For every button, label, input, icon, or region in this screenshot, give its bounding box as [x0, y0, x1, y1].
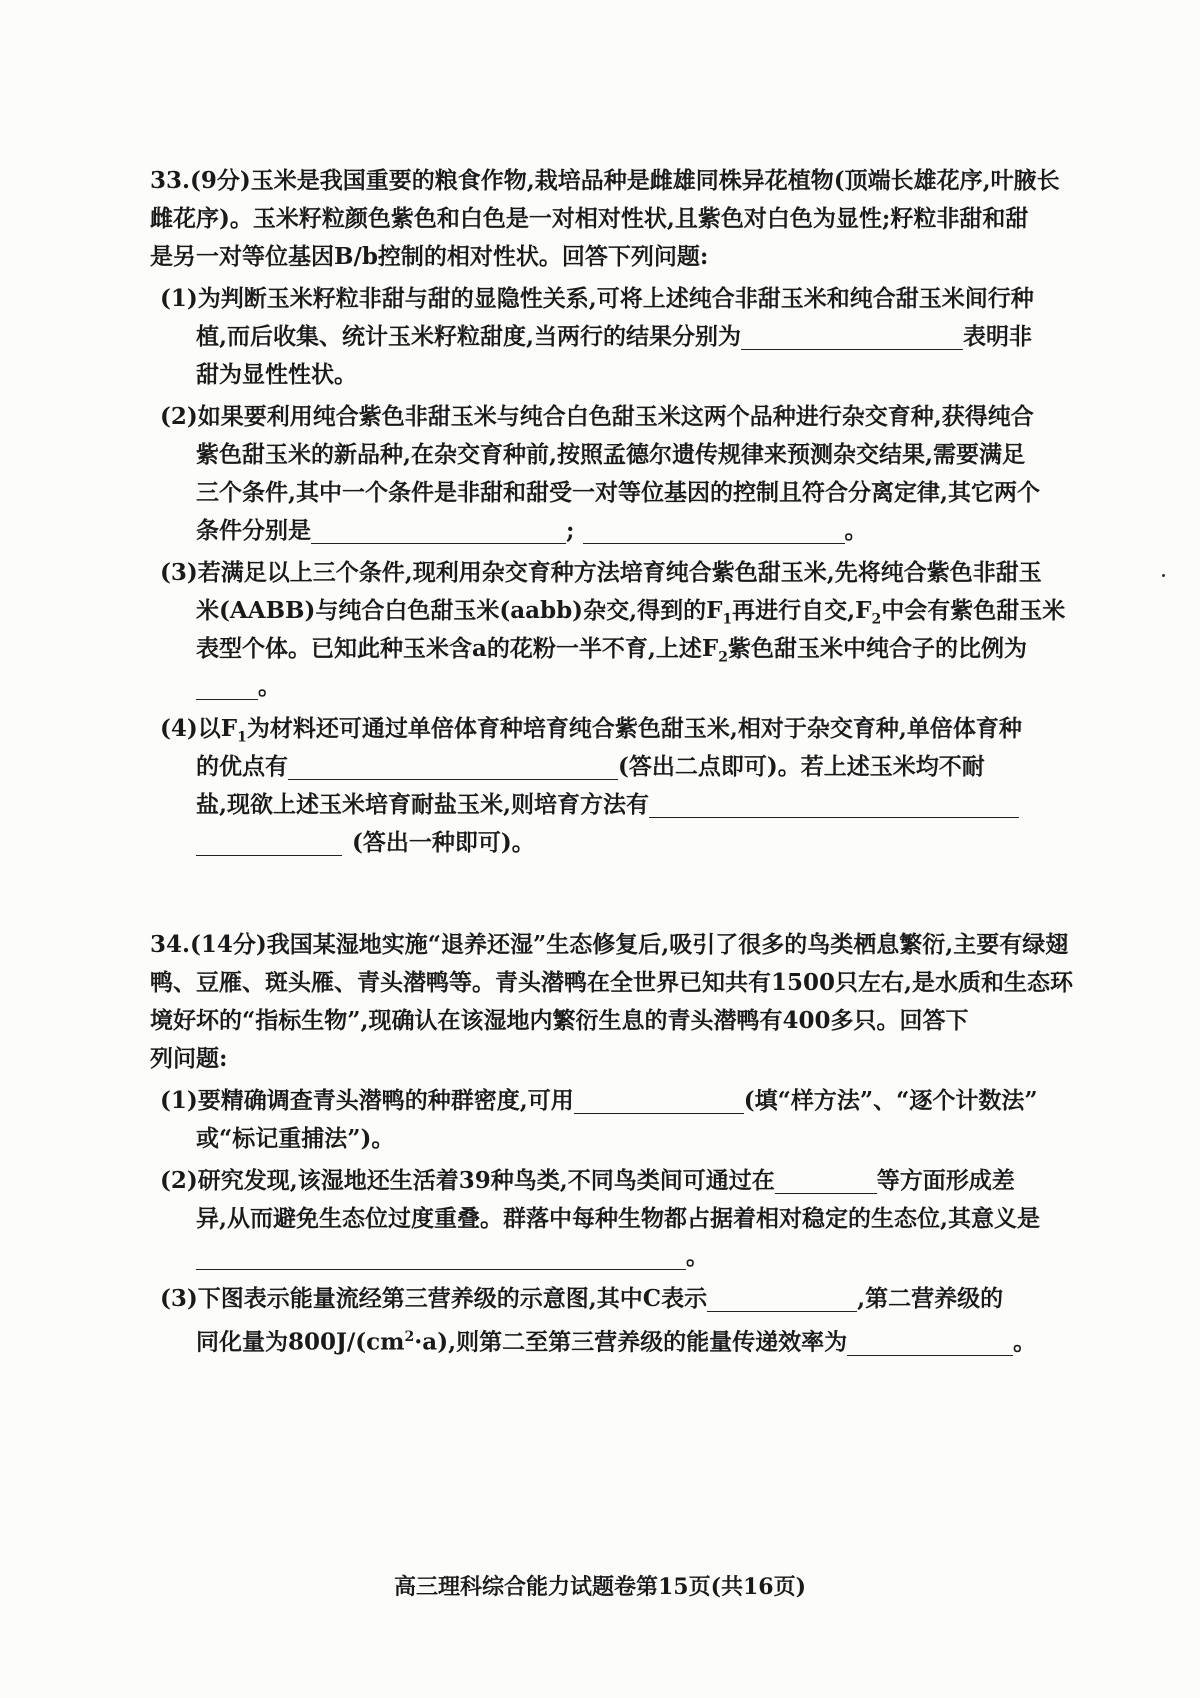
period: 。	[258, 673, 281, 700]
q33-part3-text-mid: 再进行自交,F	[732, 597, 872, 624]
semicolon: ;	[566, 517, 575, 544]
q33-part2-line-1: (2)如果要利用纯合紫色非甜玉米与纯合白色甜玉米这两个品种进行杂交育种,获得纯合	[160, 403, 1034, 430]
page-footer: 高三理科综合能力试题卷第15页(共16页)	[393, 1574, 807, 1600]
q33-part2-line-2: 紫色甜玉米的新品种,在杂交育种前,按照孟德尔遗传规律来预测杂交结果,需要满足	[196, 441, 1026, 468]
q34-line-4: 列问题:	[150, 1045, 228, 1072]
q33-part1-line-3: 甜为显性性状。	[196, 361, 357, 388]
scan-speck	[1162, 574, 1165, 577]
q34-line-2: 鸭、豆雁、斑头雁、青头潜鸭等。青头潜鸭在全世界已知共有1500只左右,是水质和生态环	[150, 969, 1074, 996]
subscript: 2	[871, 611, 882, 628]
subscript: 2	[718, 649, 728, 666]
q34-line-3: 境好坏的“指标生物”,现确认在该湿地内繁衍生息的青头潜鸭有400多只。回答下	[150, 1007, 969, 1034]
q34-part3-text-post: ,第二营养级的	[857, 1285, 1004, 1312]
subscript: 1	[237, 729, 247, 746]
q34-part1-text: (1)要精确调查青头潜鸭的种群密度,可用	[160, 1087, 574, 1114]
q34-part2-line-2: 异,从而避免生态位过度重叠。群落中每种生物都占据着相对稳定的生态位,其意义是	[196, 1205, 1041, 1232]
answer-blank[interactable]	[196, 829, 342, 856]
q33-part4-text: 的优点有	[196, 753, 288, 780]
q33-part1-text-post: 表明非	[963, 323, 1033, 350]
period: 。	[844, 517, 868, 544]
q34-line-1: 34.(14分)我国某湿地实施“退养还湿”生态修复后,吸引了很多的鸟类栖息繁衍,主要有绿翅	[150, 931, 1069, 958]
q34-part2-text: (2)研究发现,该湿地还生活着39种鸟类,不同鸟类间可通过在	[160, 1167, 775, 1194]
q33-part3-text-post: 中会有紫色甜玉米	[881, 597, 1066, 624]
answer-blank[interactable]	[574, 1087, 744, 1114]
q33-part1-text: 植,而后收集、统计玉米籽粒甜度,当两行的结果分别为	[196, 323, 742, 350]
q34-part1-text-post: (填“样方法”、“逐个计数法”	[743, 1087, 1038, 1114]
answer-blank[interactable]	[649, 791, 1019, 818]
q33-part1-line-1: (1)为判断玉米籽粒非甜与甜的显隐性关系,可将上述纯合非甜玉米和纯合甜玉米间行种	[160, 285, 1034, 312]
answer-blank[interactable]	[775, 1167, 877, 1194]
answer-blank[interactable]	[311, 517, 566, 544]
period: 。	[1013, 1328, 1037, 1356]
q33-part2-line-3: 三个条件,其中一个条件是非甜和甜受一对等位基因的控制且符合分离定律,其它两个	[196, 479, 1041, 506]
q33-part3-line-4	[196, 664, 281, 710]
q34-part3-text: (3)下图表示能量流经第三营养级的示意图,其中C表示	[160, 1285, 708, 1312]
q33-part4-text-post: 为材料还可通过单倍体育种培育纯合紫色甜玉米,相对于杂交育种,单倍体育种	[246, 715, 1022, 742]
answer-blank[interactable]	[707, 1285, 857, 1312]
subscript: 1	[722, 611, 733, 628]
answer-blank[interactable]	[741, 323, 963, 350]
answer-blank[interactable]	[196, 1243, 686, 1270]
answer-blank[interactable]	[288, 753, 618, 780]
q33-line-2: 雌花序)。玉米籽粒颜色紫色和白色是一对相对性状,且紫色对白色为显性;籽粒非甜和甜	[150, 205, 1029, 232]
q34-part1-line-2: 或“标记重捕法”)。	[196, 1125, 395, 1152]
answer-blank[interactable]	[583, 517, 845, 544]
q33-line-3: 是另一对等位基因B/b控制的相对性状。回答下列问题:	[150, 243, 709, 270]
q33-part4-line-4	[196, 820, 535, 866]
q34-part3-line-2	[196, 1314, 1036, 1366]
superscript: 2	[404, 1329, 415, 1345]
q34-part3-text: 同化量为800J/(cm	[196, 1328, 405, 1356]
q33-part4-text: (答出一种即可)。	[352, 829, 535, 856]
answer-blank[interactable]	[847, 1329, 1013, 1356]
q33-part2-text: 条件分别是	[196, 517, 311, 544]
answer-blank[interactable]	[196, 673, 258, 700]
q34-part2-line-3	[196, 1234, 709, 1280]
q33-part4-text-post: (答出二点即可)。若上述玉米均不耐	[618, 753, 985, 780]
period: 。	[686, 1243, 709, 1270]
q34-part3-text-mid: ·a),则第二至第三营养级的能量传递效率为	[414, 1328, 848, 1356]
q33-part4-text: 盐,现欲上述玉米培育耐盐玉米,则培育方法有	[196, 791, 650, 818]
q33-part3-line-1: (3)若满足以上三个条件,现利用杂交育种方法培育纯合紫色甜玉米,先将纯合紫色非甜玉	[160, 559, 1042, 586]
q33-part2-line-4	[196, 508, 868, 554]
q33-part3-text: 表型个体。已知此种玉米含a的花粉一半不育,上述F	[196, 635, 719, 662]
q33-line-1: 33.(9分)玉米是我国重要的粮食作物,栽培品种是雌雄同株异花植物(顶端长雄花序,叶腋长	[150, 167, 1060, 194]
q33-part3-text-post: 紫色甜玉米中纯合子的比例为	[728, 635, 1027, 662]
q33-part4-text: (4)以F	[160, 715, 238, 742]
q33-part3-line-3	[196, 626, 1027, 681]
q34-part2-text-post: 等方面形成差	[876, 1167, 1015, 1194]
q33-part3-text: 米(AABB)与纯合白色甜玉米(aabb)杂交,得到的F	[196, 597, 723, 624]
